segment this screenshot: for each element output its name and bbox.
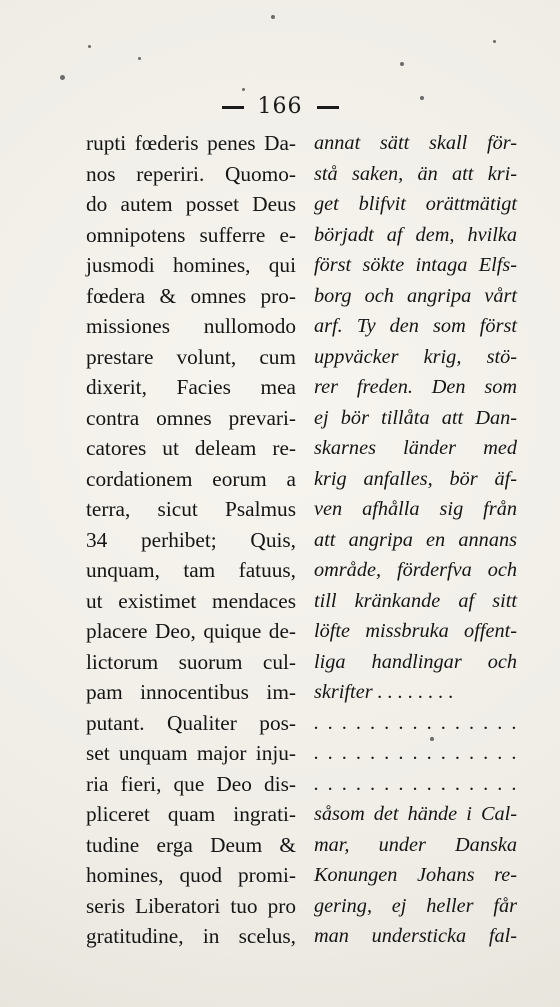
latin-line: nos reperiri. Quomo-: [86, 161, 296, 186]
header-dash-right: [317, 106, 339, 109]
ink-speck: [138, 57, 141, 60]
swedish-line: gering, ej heller får: [314, 894, 517, 917]
latin-line: seris Liberatori tuo pro: [86, 893, 296, 918]
swedish-line: att angripa en annans: [314, 528, 517, 551]
swedish-line: skrifter . . . . . . . .: [314, 681, 454, 703]
latin-line: set unquam major inju-: [86, 741, 296, 765]
latin-line: tudine erga Deum &: [86, 832, 296, 857]
ink-speck: [271, 15, 275, 19]
latin-line: 34 perhibet; Quis,: [86, 527, 296, 552]
swedish-line: skarnes länder med: [314, 437, 517, 459]
ink-speck: [430, 737, 434, 741]
swedish-line: börjadt af dem, hvilka: [314, 223, 517, 246]
swedish-line: uppväcker krig, stö-: [314, 345, 517, 368]
ink-speck: [493, 40, 496, 43]
latin-line: omnipotens sufferre e-: [86, 222, 296, 247]
latin-line: catores ut deleam re-: [86, 436, 296, 460]
swedish-line: liga handlingar och: [314, 650, 517, 673]
ink-speck: [242, 88, 245, 91]
swedish-line: man understicka fal-: [314, 925, 517, 947]
latin-line: dixerit, Facies mea: [86, 375, 296, 399]
ink-speck: [400, 62, 404, 66]
swedish-line: ej bör tillåta att Dan-: [314, 406, 517, 429]
ink-speck: [420, 96, 424, 100]
swedish-line: såsom det hände i Cal-: [314, 803, 517, 825]
swedish-line: Konungen Johans re-: [314, 864, 517, 886]
latin-line: lictorum suorum cul-: [86, 649, 296, 674]
swedish-line: arf. Ty den som först: [314, 315, 517, 337]
swedish-line: borg och angripa vårt: [314, 284, 517, 307]
ink-speck: [60, 75, 65, 80]
swedish-line: löfte missbruka offent-: [314, 620, 517, 642]
latin-line: ut existimet mendaces: [86, 588, 296, 613]
latin-line: prestare volunt, cum: [86, 344, 296, 369]
latin-line: placere Deo, quique de-: [86, 619, 296, 643]
swedish-line: krig anfalles, bör äf-: [314, 467, 517, 490]
header-dash-left: [222, 106, 244, 109]
ink-speck: [88, 45, 91, 48]
latin-line: putant. Qualiter pos-: [86, 710, 296, 735]
latin-line: do autem posset Deus: [86, 192, 296, 216]
swedish-line: ven afhålla sig från: [314, 498, 517, 520]
swedish-line: rer freden. Den som: [314, 376, 517, 398]
latin-line: missiones nullomodo: [86, 314, 296, 338]
latin-line: homines, quod promi-: [86, 863, 296, 887]
latin-line: terra, sicut Psalmus: [86, 497, 296, 521]
swedish-line: mar, under Danska: [314, 833, 517, 856]
swedish-line: till kränkande af sitt: [314, 589, 517, 612]
swedish-line: . . . . . . . . . . . . . . .: [314, 742, 517, 764]
swedish-column: [314, 128, 517, 952]
swedish-line: område, förderfva och: [314, 559, 517, 581]
latin-column: [86, 128, 296, 952]
latin-line: pliceret quam ingrati-: [86, 802, 296, 826]
swedish-line: först sökte intaga Elfs-: [314, 254, 517, 276]
latin-line: unquam, tam fatuus,: [86, 558, 296, 582]
page-header: [0, 94, 560, 119]
latin-line: fœdera & omnes pro-: [86, 283, 296, 308]
latin-line: contra omnes prevari-: [86, 405, 296, 430]
swedish-line: annat sätt skall för-: [314, 132, 517, 154]
page-number: 166: [257, 94, 303, 119]
swedish-line: get blifvit orättmätigt: [314, 193, 517, 215]
latin-line: gratitudine, in scelus,: [86, 924, 296, 948]
swedish-line: . . . . . . . . . . . . . . .: [314, 711, 517, 734]
latin-line: pam innocentibus im-: [86, 680, 296, 704]
latin-line: rupti fœderis penes Da-: [86, 131, 296, 155]
latin-line: cordationem eorum a: [86, 466, 296, 491]
latin-line: ria fieri, que Deo dis-: [86, 771, 296, 796]
swedish-line: . . . . . . . . . . . . . . .: [314, 772, 517, 795]
latin-line: jusmodi homines, qui: [86, 253, 296, 277]
swedish-line: stå saken, än att kri-: [314, 162, 517, 185]
